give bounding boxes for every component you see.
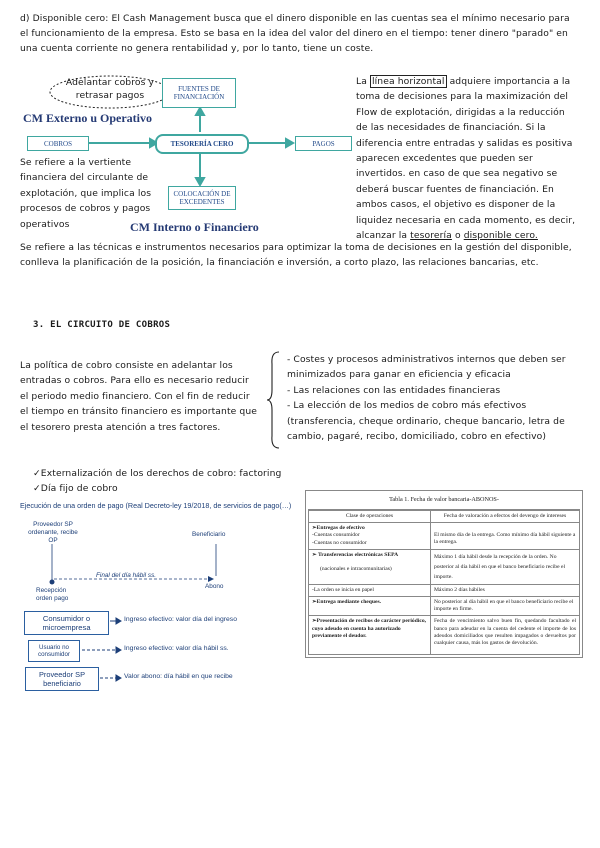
horizontal-line-note bbox=[356, 74, 578, 243]
section-3-heading: 3. EL CIRCUITO DE COBROS bbox=[33, 320, 171, 330]
box-colocacion: COLOCACIÓN DE EXCEDENTES bbox=[168, 186, 236, 210]
usuario-box: Usuario no consumidor bbox=[28, 640, 80, 662]
val-cell: No posterior al día hábil en que el banco beneficiario recibe el importe en firme. bbox=[430, 597, 579, 616]
table-row bbox=[309, 584, 580, 596]
check-item-factoring: ✓Externalización de los derechos de cobro: factoring bbox=[33, 468, 282, 479]
value-table-caption: Tabla 1. Fecha de valor bancaria-ABONOS- bbox=[308, 493, 580, 510]
curly-brace bbox=[266, 350, 282, 450]
op-title: ➢Presentación de recibos de carácter periódico, cuyo adeudo en cuenta ha autorizado previamente el deudor. bbox=[309, 616, 431, 655]
internal-cm-title: CM Interno o Financiero bbox=[130, 220, 259, 234]
proveedor-ordenante-label: Proveedor SP ordenante, recibe OP bbox=[28, 521, 78, 544]
check-item-dia-fijo: ✓Día fijo de cobro bbox=[33, 483, 118, 494]
payment-figure-title: Ejecución de una orden de pago (Real Decreto-ley 19/2018, de servicios de pago(…) bbox=[20, 501, 292, 510]
tesoreria-underlined: tesorería bbox=[410, 230, 452, 242]
row-text-consumidor: Ingreso efectivo: valor día del ingreso bbox=[124, 616, 237, 623]
box-tesoreria: TESORERÍA CERO bbox=[155, 134, 249, 154]
final-dia-label: Final del día hábil ss. bbox=[96, 572, 157, 579]
col-header-operaciones: Clase de operaciones bbox=[309, 511, 431, 523]
row-text-proveedor: Valor abono: día hábil en que recibe bbox=[124, 673, 233, 680]
val-cell: Fecha de vencimiento salvo buen fin, quedando facultado el banco para adeudar en la cuenta del cedente el importe de los adeudos domiciliados que resulten impagados o devueltos por cualquier causa, más los gastos de devolución. bbox=[430, 616, 579, 655]
recepcion-label: Recepción orden pago bbox=[36, 587, 69, 602]
val-cell: El mismo día de la entrega. Como mínimo día hábil siguiente a la entrega. bbox=[430, 523, 579, 550]
cobro-policy-text: La política de cobro consiste en adelantar los entradas o cobros. Para ello es necesario reducir el periodo medio financiero. Con el fin de reducir el tiempo en tránsito financiero es importante que el tesorero presta atención a tres factores. bbox=[20, 360, 258, 433]
factor-item: - Costes y procesos administrativos internos que deben ser minimizados para ganar en eficiencia y eficacia bbox=[287, 354, 566, 381]
table-row bbox=[309, 523, 580, 550]
intro-paragraph: d) Disponible cero: El Cash Management busca que el dinero disponible en las cuentas sea el mínimo necesario para el funcionamiento de la empresa. Esto se basa en la idea del valor del dinero en el tiempo: tener dinero "parado" en una cuenta corriente no genera rentabilidad y, por lo tanto, tiene un coste. bbox=[20, 13, 570, 55]
consumidor-box: Consumidor o microempresa bbox=[24, 611, 109, 635]
factor-item: - La elección de los medios de cobro más efectivos (transferencia, cheque ordinario, cheque bancario, letra de cambio, pagaré, recibo, domiciliado, cobro en efectivo) bbox=[287, 400, 565, 443]
proveedor-beneficiario-box: Proveedor SP beneficiario bbox=[25, 667, 99, 691]
op-line: -Cuentas no consumidor bbox=[312, 539, 367, 546]
val-cell: Máximo 1 día hábil desde la recepción de la orden. No posterior al día hábil en que el banco beneficiario recibe el importe. bbox=[430, 549, 579, 584]
external-cm-note: Se refiere a la vertiente financiera del circulante de explotación, que implica los procesos de cobros y pagos operativos bbox=[20, 157, 152, 230]
cloud-text: Adelantar cobros y retrasar pagos bbox=[65, 77, 155, 101]
note-pre: La bbox=[356, 76, 367, 87]
external-cm-title: CM Externo u Operativo bbox=[23, 111, 152, 125]
abono-label: Abono bbox=[205, 583, 224, 590]
op-line: (nacionales e intracomunitarias) bbox=[320, 566, 392, 573]
disponible-cero-underlined: disponible cero. bbox=[463, 230, 538, 242]
factor-item: - Las relaciones con las entidades financieras bbox=[287, 384, 501, 396]
value-table bbox=[308, 510, 580, 655]
internal-cm-paragraph: Se refiere a las técnicas e instrumentos necesarios para optimizar la toma de decisiones en la gestión del disponible, conlleva la planificación de la posición, la financiación e inversión, a corto plazo, las relaciones bancarias, etc. bbox=[20, 242, 572, 269]
beneficiario-label: Beneficiario bbox=[192, 531, 226, 538]
table-row bbox=[309, 616, 580, 655]
op-line: -Cuentas consumidor bbox=[312, 532, 360, 539]
op-title: ➢Entrega mediante cheques. bbox=[309, 597, 431, 616]
op-title: ➢ Transferencias electrónicas SEPA bbox=[312, 551, 399, 558]
value-table-wrapper bbox=[305, 490, 583, 658]
linea-horizontal-highlight: línea horizontal bbox=[371, 76, 445, 87]
box-fuentes: FUENTES DE FINANCIACIÓN bbox=[162, 78, 236, 108]
box-cobros: COBROS bbox=[27, 136, 89, 151]
table-row bbox=[309, 549, 580, 584]
note-body: adquiere importancia a la toma de decisiones para la maximización del Flow de explotación, dirigidas a la reducción de las necesidades de financiación. Si la diferencia entre entradas y salidas es positiva aparecen excedentes que pueden ser invertidos. en caso de que sea negativo se deberá buscar fuentes de financiación. En ambos casos, el objetivo es disponer de la liquidez necesaria en cada momento, es decir, alcanzar la bbox=[356, 76, 576, 242]
note-o: o bbox=[454, 230, 461, 242]
col-header-fecha: Fecha de valoración a efectos del devengo de intereses bbox=[430, 511, 579, 523]
box-pagos: PAGOS bbox=[295, 136, 352, 151]
factors-list bbox=[287, 352, 577, 444]
row-text-usuario: Ingreso efectivo: valor día hábil ss. bbox=[124, 645, 229, 652]
op-title: -La orden se inicia en papel bbox=[309, 584, 431, 596]
op-title: ➢Entregas de efectivo bbox=[312, 525, 365, 532]
val-cell: Máximo 2 días hábiles bbox=[430, 584, 579, 596]
table-row bbox=[309, 597, 580, 616]
